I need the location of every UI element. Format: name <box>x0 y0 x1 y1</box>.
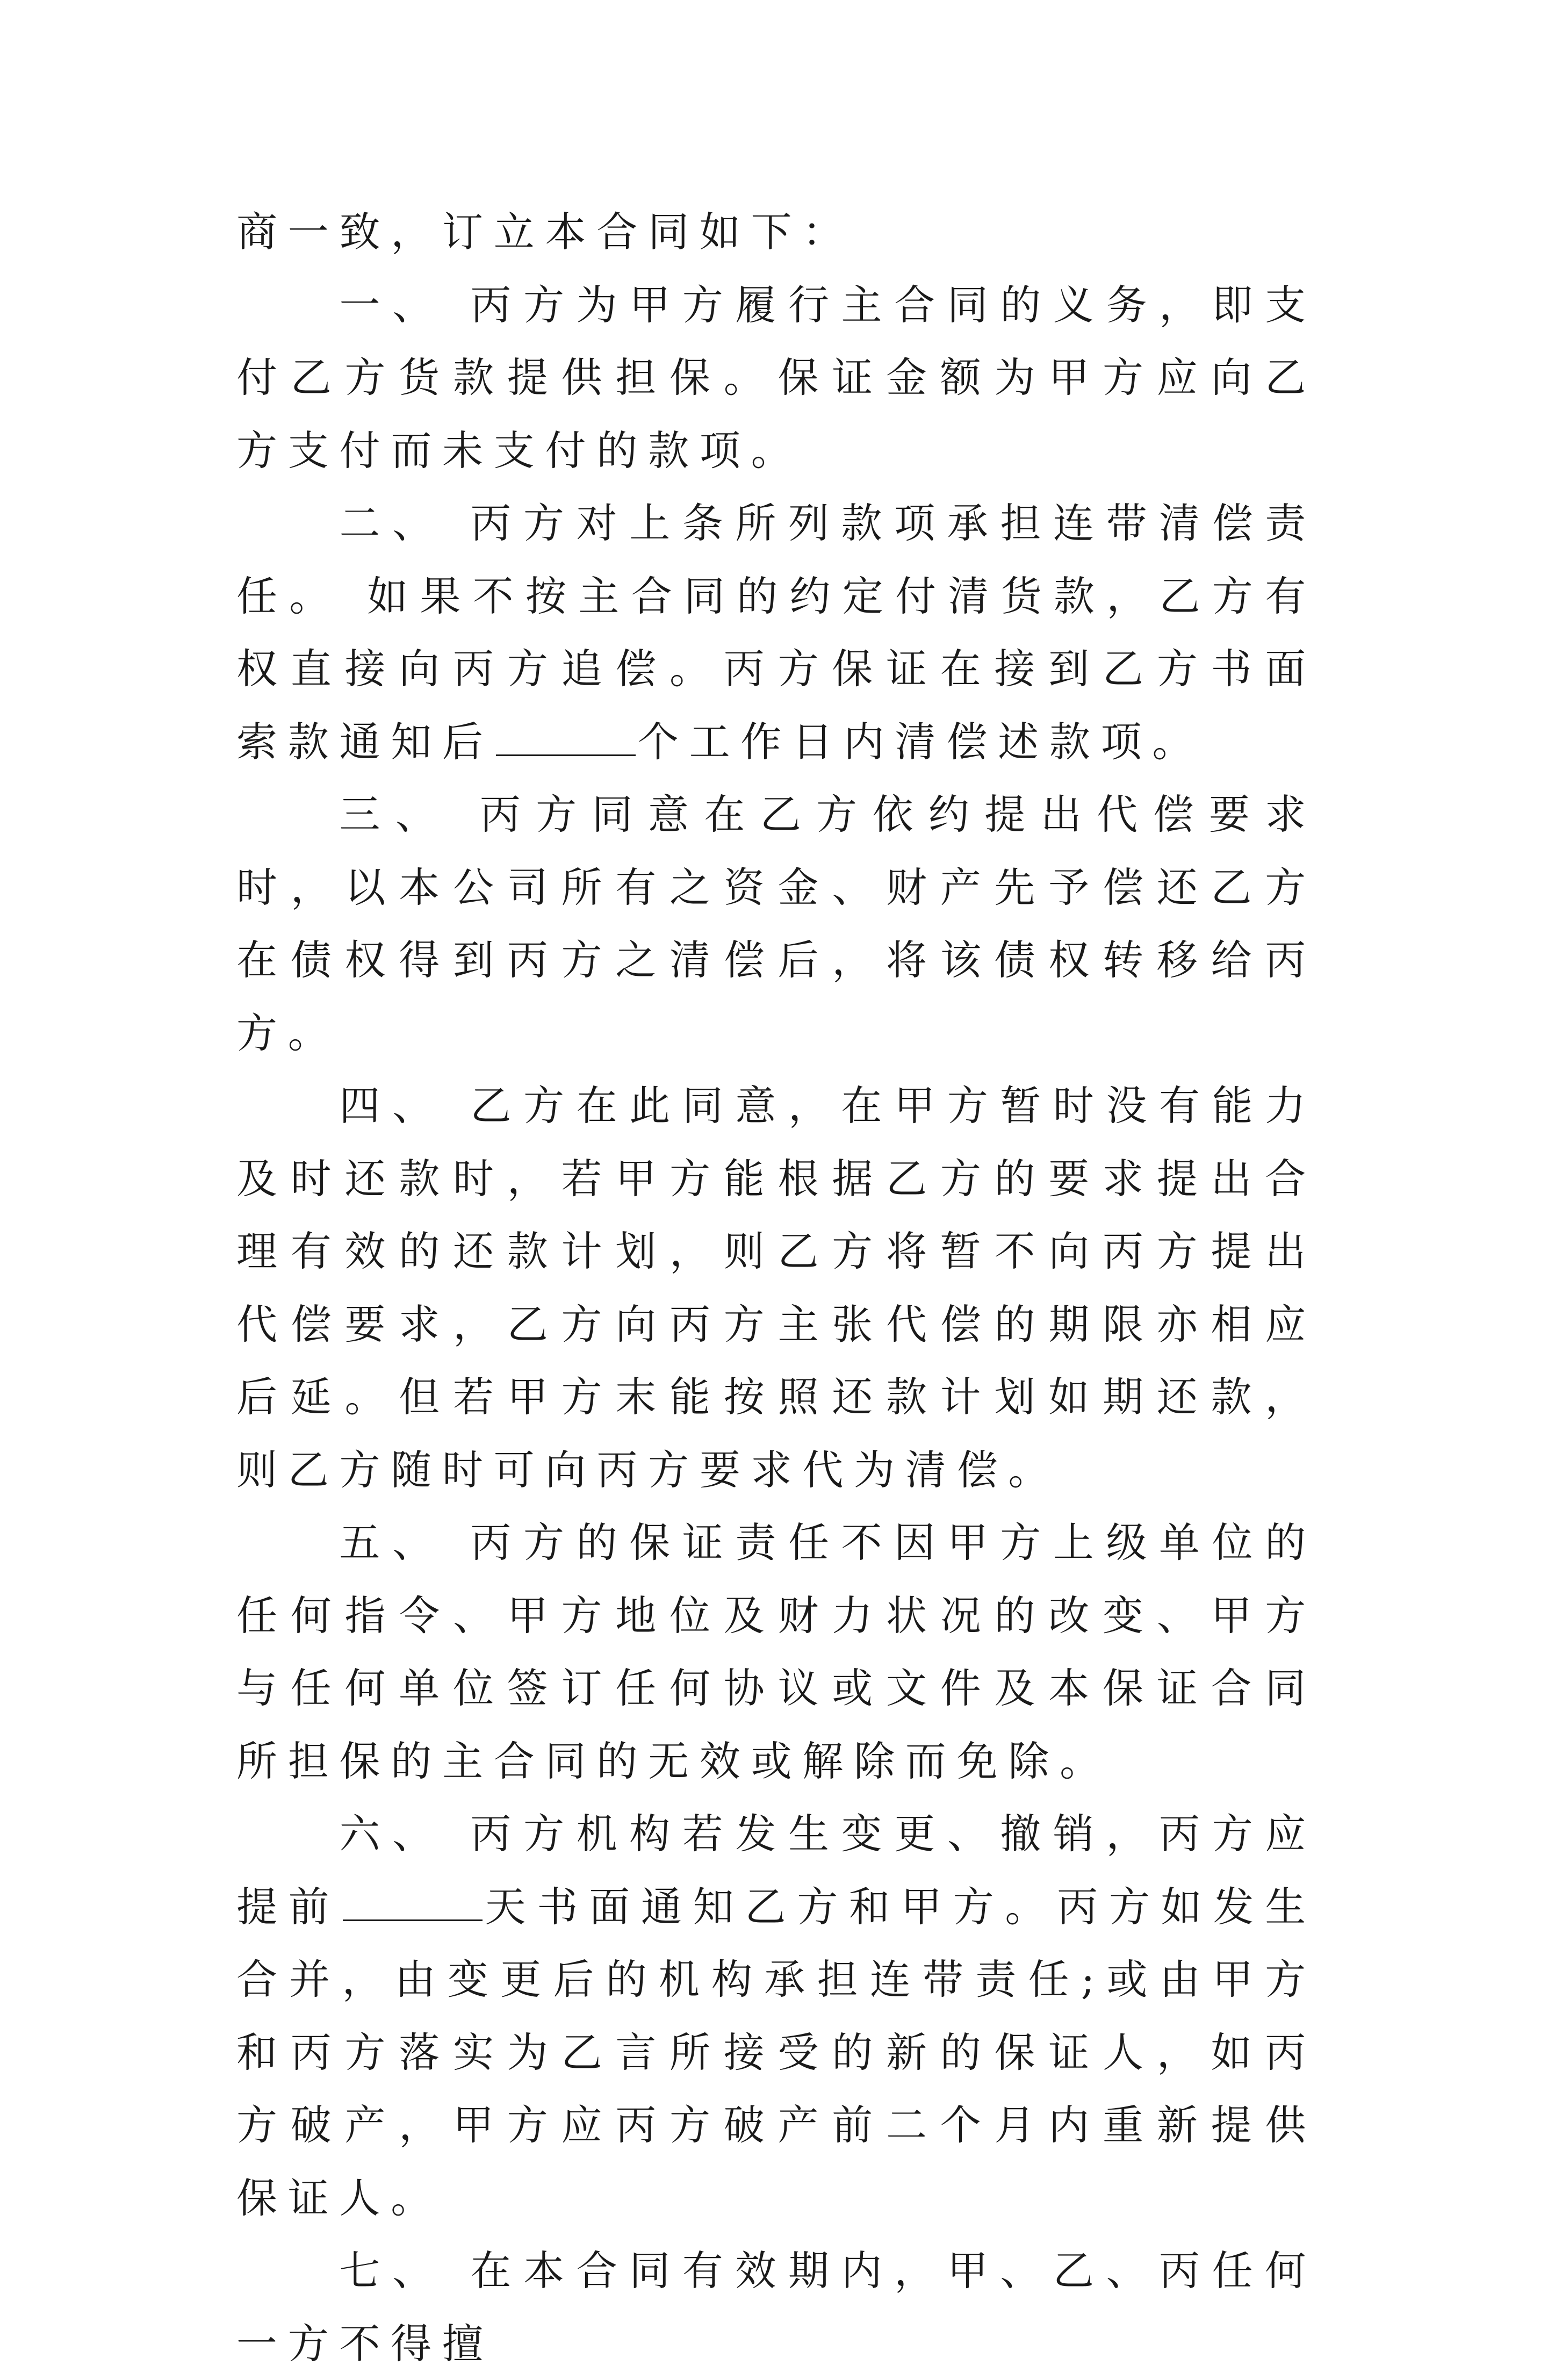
paragraph-intro: 商一致，订立本合同如下： <box>236 208 854 256</box>
clause-6: 六、 丙方机构若发生变更、撤销，丙方应提前 天书面通知乙方和甲方。丙方如发生合并，由变更后的机构承担连带责任;或由甲方和丙方落实为乙言所接受的新的保证人，如丙方破产，甲方应丙方破产前二个月内重新提供保证人。 <box>236 1810 1316 2222</box>
clause-7: 七、 在本合同有效期内，甲、乙、丙任何一方不得擅 <box>236 2247 1316 2368</box>
fill-in-blank <box>343 1917 483 1921</box>
clause-4: 四、 乙方在此同意，在甲方暂时没有能力及时还款时，若甲方能根据乙方的要求提出合理有效的还款计划，则乙方将暂不向丙方提出代偿要求，乙方向丙方主张代偿的期限亦相应后延。但若甲方末能按照还款计划如期还款，则乙方随时可向丙方要求代为清偿。 <box>236 1082 1316 1494</box>
contract-body <box>236 196 1316 2380</box>
clause-1: 一、 丙方为甲方履行主合同的义务，即支付乙方货款提供担保。保证金额为甲方应向乙方支付而未支付的款项。 <box>236 281 1316 474</box>
clause-3: 三、 丙方同意在乙方依约提出代偿要求时，以本公司所有之资金、财产先予偿还乙方在债权得到丙方之清偿后，将该债权转移给丙方。 <box>236 790 1316 1057</box>
fill-in-blank <box>496 752 636 756</box>
clause-2: 二、 丙方对上条所列款项承担连带清偿责任。 如果不按主合同的约定付清货款，乙方有权直接向丙方追偿。丙方保证在接到乙方书面索款通知后 个工作日内清偿述款项。 <box>236 499 1316 766</box>
clause-5: 五、 丙方的保证责任不因甲方上级单位的任何指令、甲方地位及财力状况的改变、甲方与任何单位签订任何协议或文件及本保证合同所担保的主合同的无效或解除而免除。 <box>236 1519 1316 1785</box>
